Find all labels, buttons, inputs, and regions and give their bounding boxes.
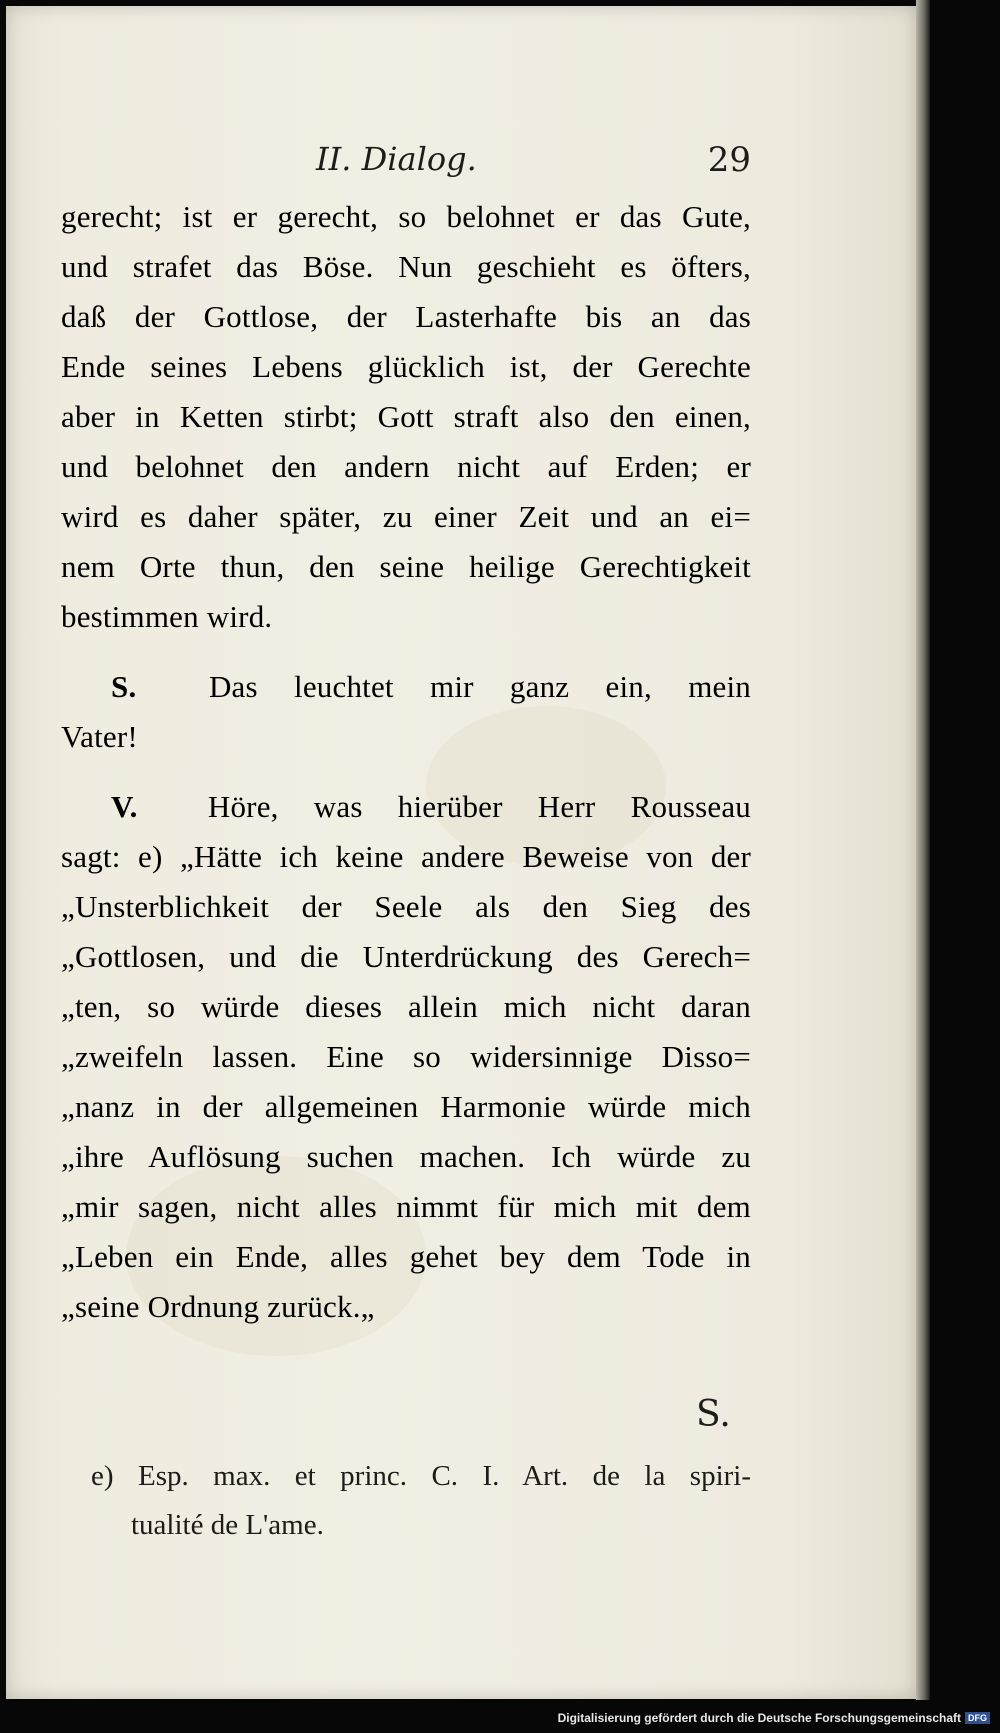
- quote-line: „zweifeln lassen. Eine so widersinnige Disso=: [61, 1039, 751, 1074]
- text-line: Ende seines Lebens glücklich ist, der Gerechte: [61, 349, 751, 384]
- running-header: [261, 140, 751, 192]
- speaker-label: S.: [111, 669, 137, 704]
- quote-line: „ten, so würde dieses allein mich nicht daran: [61, 989, 751, 1024]
- text-line: daß der Gottlose, der Lasterhafte bis an das: [61, 299, 751, 334]
- quote-line: „ihre Auflösung suchen machen. Ich würde zu: [61, 1139, 751, 1174]
- dialogue-text: Das leuchtet mir ganz ein, mein: [208, 669, 751, 704]
- text-line: wird es daher später, zu einer Zeit und an ei=: [61, 499, 751, 534]
- dialogue-line: Vater!: [61, 719, 138, 754]
- text-line: gerecht; ist er gerecht, so belohnet er das Gute,: [61, 199, 751, 234]
- credit-text: Digitalisierung gefördert durch die Deutsche Forschungsgemeinschaft: [557, 1711, 961, 1725]
- text-line: und belohnet den andern nicht auf Erden; er: [61, 449, 751, 484]
- book-page: [6, 6, 916, 1699]
- header-title: II. Dialog.: [316, 140, 477, 178]
- footnote-line: e) Esp. max. et princ. C. I. Art. de la spiri-: [91, 1460, 751, 1492]
- text-line: bestimmen wird.: [61, 599, 273, 634]
- quote-line: „Unsterblichkeit der Seele als den Sieg des: [61, 889, 751, 924]
- page-edge-shadow: [916, 0, 930, 1700]
- quote-line: „Leben ein Ende, alles gehet bey dem Tode in: [61, 1239, 751, 1274]
- digitization-credit: [558, 1711, 990, 1725]
- quote-line: sagt: e) „Hätte ich keine andere Beweise von der: [61, 839, 751, 874]
- catchword: S.: [696, 1394, 731, 1435]
- quote-line: „seine Ordnung zurück.„: [61, 1289, 375, 1324]
- footnote-line: tualité de L'ame.: [131, 1509, 324, 1541]
- page-number: 29: [707, 140, 751, 180]
- quote-line: „mir sagen, nicht alles nimmt für mich mit dem: [61, 1189, 751, 1224]
- dialogue-line: [111, 782, 751, 832]
- text-line: aber in Ketten stirbt; Gott straft also den einen,: [61, 399, 751, 434]
- dfg-logo-icon: DFG: [965, 1712, 990, 1724]
- quote-line: „Gottlosen, und die Unterdrückung des Gerech=: [61, 939, 751, 974]
- dialogue-text: Höre, was hierüber Herr Rousseau: [207, 789, 751, 824]
- text-line: und strafet das Böse. Nun geschieht es öfters,: [61, 249, 751, 284]
- quote-line: „nanz in der allgemeinen Harmonie würde mich: [61, 1089, 751, 1124]
- text-line: nem Orte thun, den seine heilige Gerechtigkeit: [61, 549, 751, 584]
- dialogue-line: [111, 662, 751, 712]
- speaker-label: V.: [111, 789, 138, 824]
